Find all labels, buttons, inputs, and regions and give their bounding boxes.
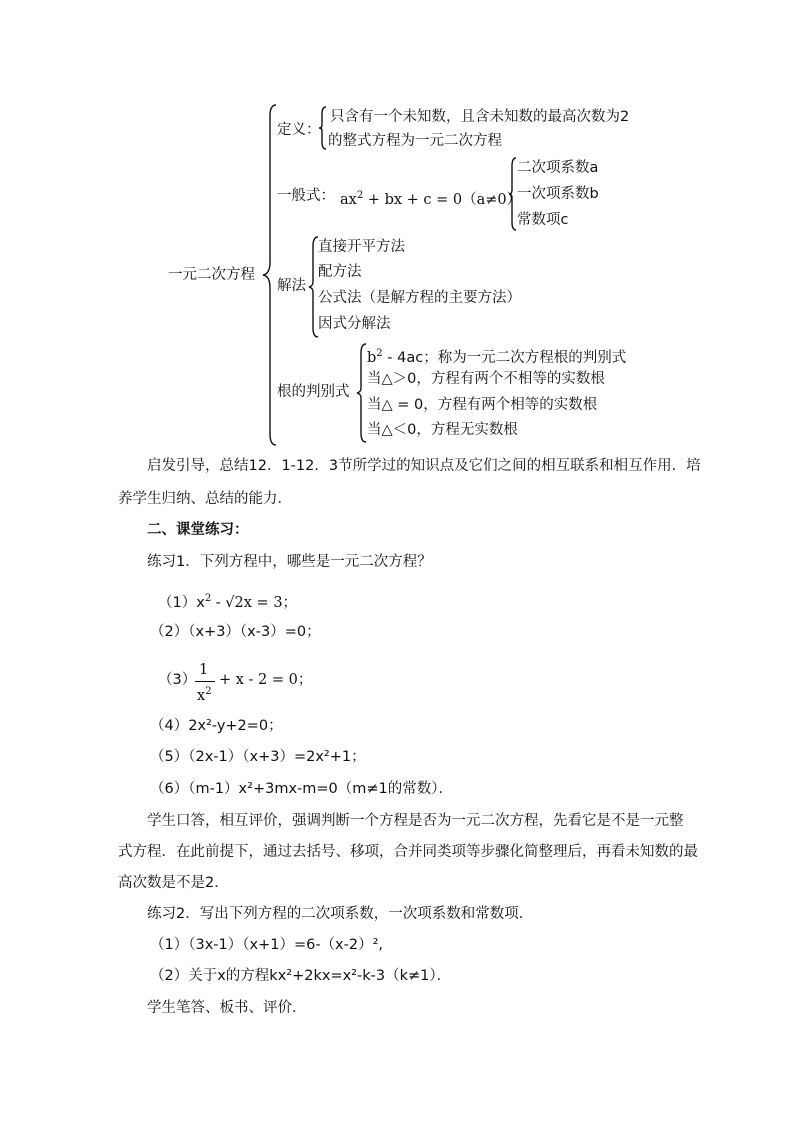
definition-label: 定义： [277,122,321,138]
definition-line-1: 只含有一个未知数，且含未知数的最高次数为2 [330,109,630,125]
paragraph-line-1: 学生口答，相互评价，强调判断一个方程是否为一元二次方程，先看它是不是一元整 [147,813,684,829]
closing-line: 学生笔答、板书、评价． [147,1000,307,1016]
section-title: 二、课堂练习： [147,522,249,538]
general-form-label: 一般式： [277,188,335,204]
exercise-1-item-3-fraction [195,660,215,702]
method-formula: 公式法（是解方程的主要方法） [318,290,521,306]
exercise-1-item-6: （6）（m-1）x²+3mx-m=0（m≠1的常数）． [150,781,454,797]
summary-line-1: 启发引导，总结12．1-12．3节所学过的知识点及它们之间的相互联系和相互作用．培 [147,458,701,474]
fraction-denominator: $x^2$ [197,686,212,704]
method-square-root: 直接开平方法 [318,239,405,255]
exercise-1-item-3-prefix: （3） [158,672,197,688]
exercise-1-item-5: （5）（2x-1）（x+3）=2x²+1； [150,749,366,765]
methods-label: 解法 [277,278,306,294]
paragraph-line-3: 高次数是不是2． [118,875,229,891]
paragraph-line-2: 式方程．在此前提下，通过去括号、移项，合并同类项等步骤化简整理后，再看未知数的最 [118,844,698,860]
tree-root: 一元二次方程 [168,267,255,283]
discriminant-label: 根的判别式 [277,384,350,400]
coefficient-linear: 一次项系数b [517,186,599,202]
exercise-1-item-2: （2）（x+3）（x-3）=0； [150,624,321,640]
coefficient-quadratic: 二次项系数a [517,160,599,176]
constant-term: 常数项c [517,212,569,228]
discriminant-definition: $b^2 - 4ac$；称为一元二次方程根的判别式 [367,348,627,366]
discriminant-negative: 当△＜0，方程无实数根 [367,422,518,438]
exercise-1-item-1: $(1)x^2 - √2x = 3$； [158,593,298,611]
definition-line-2: 的整式方程为一元二次方程 [328,133,502,149]
main-brace [262,104,278,446]
summary-line-2: 养学生归纳、总结的能力． [118,491,292,507]
discriminant-positive: 当△＞0，方程有两个不相等的实数根 [367,371,605,387]
exercise-2-item-1: （1）（3x-1）（x+1）=6-（x-2）², [150,937,384,953]
exercise-2-item-2: （2）关于x的方程kx²+2kx=x²-k-3（k≠1）． [150,968,452,984]
general-form-formula: $ax^2$ + bx + c = 0（a≠0） [340,190,522,208]
exercise-1-title: 练习1．下列方程中，哪些是一元二次方程？ [147,554,432,570]
discriminant-zero: 当△ = 0，方程有两个相等的实数根 [367,397,598,413]
exercise-1-item-4: （4）2x²-y+2=0； [150,718,283,734]
exercise-2-title: 练习2．写出下列方程的二次项系数，一次项系数和常数项． [147,906,534,922]
fraction-numerator: 1 [199,662,209,678]
method-factoring: 因式分解法 [318,316,391,332]
definition-brace [318,106,328,150]
method-completing-square: 配方法 [318,264,362,280]
exercise-1-item-3-rest: + x - 2 = 0； [219,672,313,688]
